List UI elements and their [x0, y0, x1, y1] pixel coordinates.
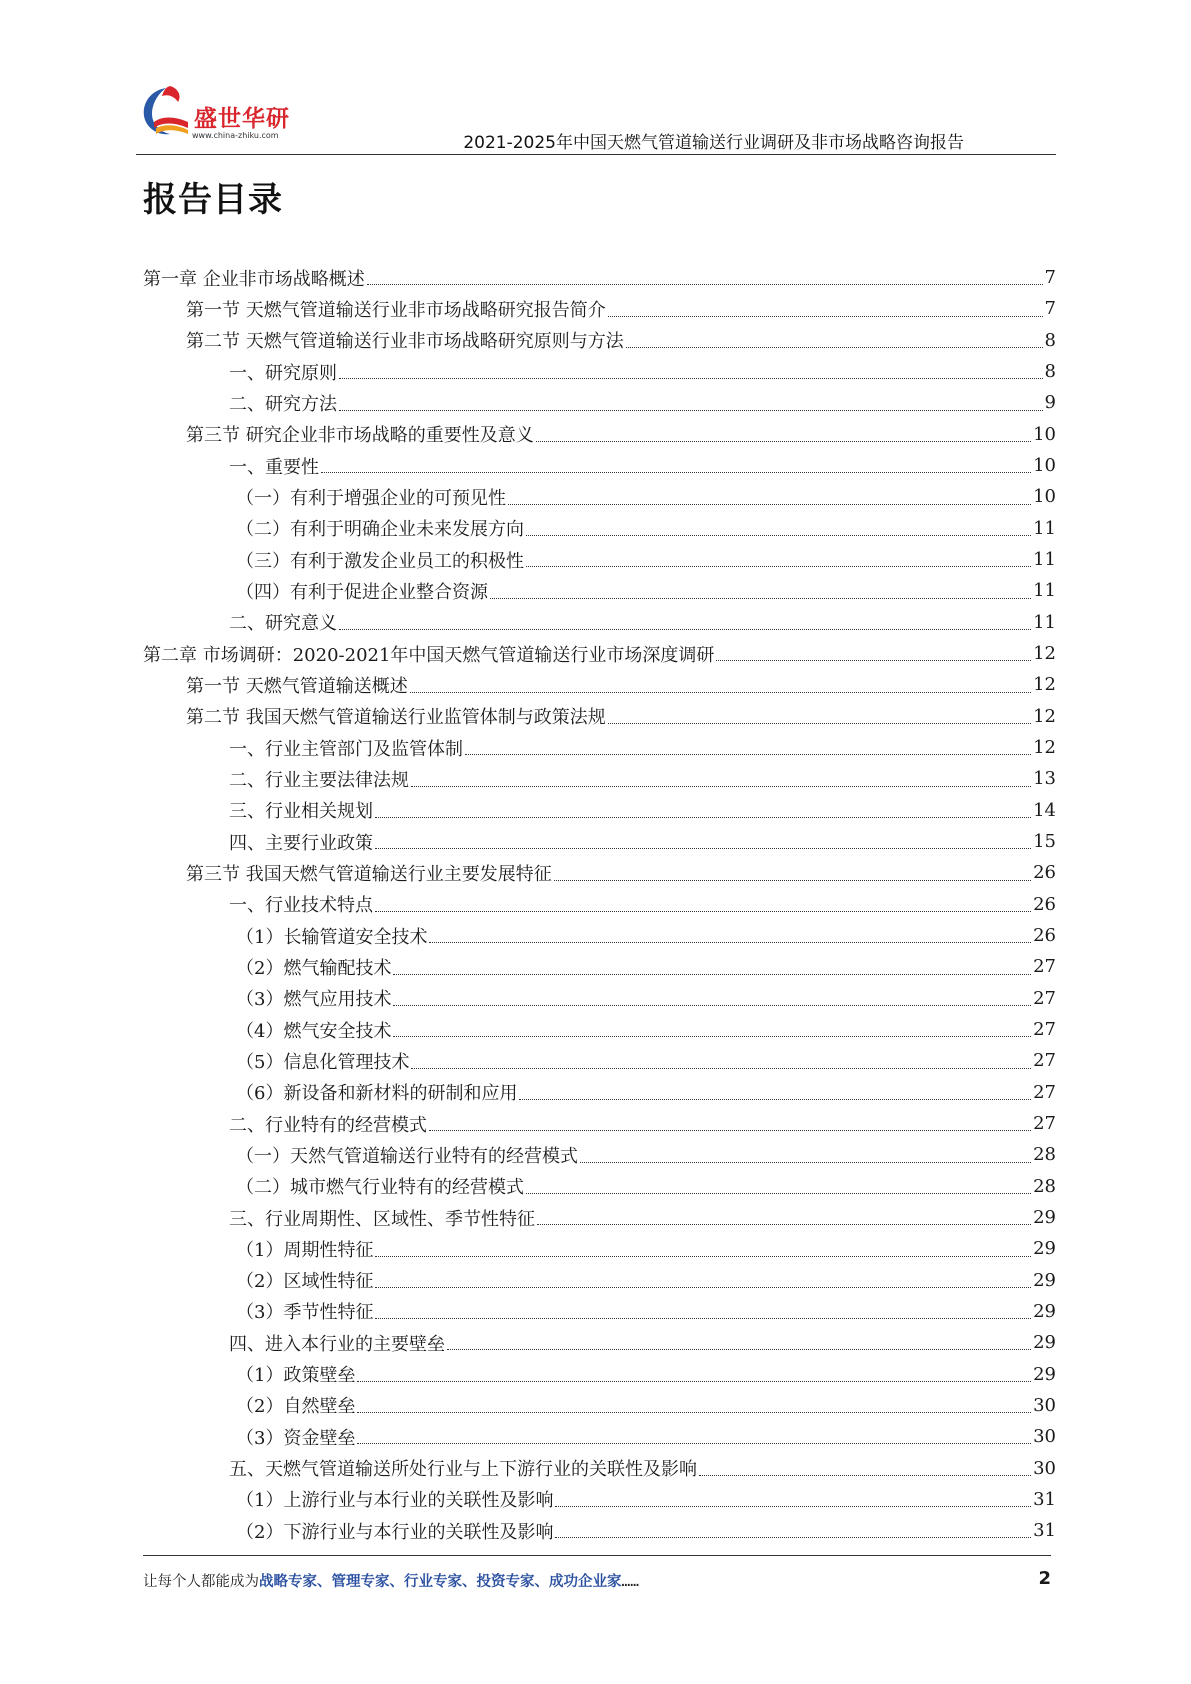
slogan-highlight: 战略专家、管理专家、行业专家、投资专家、成功企业家 [259, 1574, 622, 1590]
report-title: 2021-2025年中国天燃气管道输送行业调研及非市场战略咨询报告 [463, 133, 964, 153]
toc-entry-title: （6）新设备和新材料的研制和应用 [236, 1083, 518, 1105]
toc-dot-leader [339, 628, 1031, 630]
toc-entry[interactable] [143, 763, 1056, 794]
toc-dot-leader [580, 1161, 1031, 1163]
toc-entry-title: （3）资金壁垒 [236, 1427, 356, 1449]
toc-dot-leader [526, 1192, 1031, 1194]
toc-dot-leader [339, 377, 1043, 379]
toc-dot-leader [357, 1380, 1031, 1382]
slogan-suffix: …… [621, 1574, 639, 1590]
toc-dot-leader [526, 534, 1031, 536]
toc-entry-title: （5）信息化管理技术 [236, 1051, 410, 1073]
toc-entry-title: 二、行业主要法律法规 [229, 769, 409, 791]
toc-entry-page: 12 [1033, 737, 1056, 759]
toc-entry-page: 29 [1033, 1238, 1056, 1260]
toc-entry-page: 12 [1033, 674, 1056, 696]
toc-dot-leader [537, 1223, 1031, 1225]
toc-entry-title: 二、研究方法 [229, 393, 337, 415]
toc-entry-title: 第一节 天燃气管道输送行业非市场战略研究报告简介 [186, 299, 606, 321]
toc-entry-title: 一、研究原则 [229, 362, 337, 384]
toc-entry-title: 第二节 天燃气管道输送行业非市场战略研究原则与方法 [186, 331, 624, 353]
toc-entry[interactable] [143, 1390, 1056, 1421]
toc-entry-title: 一、重要性 [229, 456, 319, 478]
toc-dot-leader [554, 879, 1031, 881]
toc-dot-leader [393, 1035, 1031, 1037]
toc-entry-page: 27 [1033, 1081, 1056, 1103]
toc-entry-page: 12 [1033, 643, 1056, 665]
toc-entry-title: （1）周期性特征 [236, 1239, 374, 1261]
toc-dot-leader [447, 1348, 1031, 1350]
toc-entry[interactable] [143, 481, 1056, 512]
toc-dot-leader [519, 1098, 1031, 1100]
toc-entry-page: 11 [1033, 611, 1056, 633]
toc-entry-title: （1）长输管道安全技术 [236, 926, 428, 948]
toc-entry[interactable] [143, 293, 1056, 324]
toc-dot-leader [367, 283, 1043, 285]
toc-dot-leader [393, 1004, 1031, 1006]
toc-entry[interactable] [143, 544, 1056, 575]
toc-entry-page: 28 [1033, 1175, 1056, 1197]
toc-entry-title: 三、行业周期性、区域性、季节性特征 [229, 1208, 535, 1230]
toc-dot-leader [536, 440, 1031, 442]
toc-dot-leader [555, 1505, 1031, 1507]
toc-dot-leader [411, 1067, 1031, 1069]
toc-entry-page: 10 [1033, 486, 1056, 508]
toc-dot-leader [375, 1286, 1031, 1288]
toc-dot-leader [375, 910, 1031, 912]
toc-entry-title: （二）有利于明确企业未来发展方向 [236, 519, 524, 541]
toc-entry[interactable] [143, 732, 1056, 763]
toc-entry-title: 第一节 天燃气管道输送概述 [186, 675, 408, 697]
toc-entry-title: （2）燃气输配技术 [236, 957, 392, 979]
toc-entry-title: （二）城市燃气行业特有的经营模式 [236, 1177, 524, 1199]
toc-entry[interactable] [143, 669, 1056, 700]
page-title: 报告目录 [143, 180, 283, 220]
toc-entry[interactable] [143, 1296, 1056, 1327]
toc-entry-page: 7 [1044, 267, 1056, 289]
toc-entry-page: 30 [1033, 1426, 1056, 1448]
toc-entry[interactable] [143, 1452, 1056, 1483]
toc-entry-page: 31 [1033, 1520, 1056, 1542]
toc-entry-page: 29 [1033, 1207, 1056, 1228]
toc-entry-page: 31 [1033, 1488, 1056, 1510]
toc-entry[interactable] [143, 1171, 1056, 1202]
toc-entry-title: （2）自然壁垒 [236, 1396, 356, 1418]
toc-entry-page: 14 [1033, 799, 1056, 821]
toc-entry-title: （2）下游行业与本行业的关联性及影响 [236, 1521, 554, 1543]
toc-entry[interactable] [143, 951, 1056, 982]
toc-entry-page: 12 [1033, 705, 1056, 727]
toc-dot-leader [357, 1442, 1031, 1444]
toc-entry[interactable] [143, 701, 1056, 732]
toc-entry[interactable] [143, 387, 1056, 418]
toc-entry-page: 26 [1033, 862, 1056, 884]
table-of-contents [143, 262, 1056, 1546]
toc-entry-title: 第一章 企业非市场战略概述 [143, 268, 365, 290]
toc-entry-title: 二、行业特有的经营模式 [229, 1114, 427, 1136]
footer-divider [143, 1555, 1051, 1556]
toc-entry-page: 13 [1033, 768, 1056, 790]
toc-entry-page: 15 [1033, 831, 1056, 853]
toc-entry-title: 第三节 我国天燃气管道输送行业主要发展特征 [186, 863, 552, 885]
toc-dot-leader [411, 785, 1031, 787]
toc-dot-leader [716, 659, 1031, 661]
toc-entry-page: 8 [1044, 329, 1056, 351]
toc-entry[interactable] [143, 450, 1056, 481]
toc-entry[interactable] [143, 575, 1056, 606]
page-header [136, 82, 1056, 156]
toc-dot-leader [357, 1411, 1031, 1413]
toc-entry-title: （1）政策壁垒 [236, 1365, 356, 1387]
toc-dot-leader [410, 691, 1031, 693]
toc-dot-leader [555, 1536, 1031, 1538]
toc-entry-page: 30 [1033, 1457, 1056, 1479]
toc-entry-page: 10 [1033, 455, 1056, 477]
toc-entry-page: 11 [1033, 517, 1056, 539]
toc-entry[interactable] [143, 1139, 1056, 1170]
toc-entry-title: 一、行业主管部门及监管体制 [229, 738, 463, 760]
toc-entry[interactable] [143, 607, 1056, 638]
toc-entry[interactable] [143, 826, 1056, 857]
page-number: 2 [1038, 1568, 1051, 1589]
toc-dot-leader [429, 1129, 1031, 1131]
toc-entry-page: 29 [1033, 1269, 1056, 1291]
toc-dot-leader [375, 847, 1031, 849]
company-logo [136, 82, 306, 148]
toc-entry[interactable] [143, 1358, 1056, 1389]
logo-name: 盛世华研 [194, 106, 290, 132]
toc-entry[interactable] [143, 889, 1056, 920]
toc-entry-page: 27 [1033, 1113, 1056, 1135]
toc-entry-page: 9 [1044, 392, 1056, 414]
toc-entry-title: （3）季节性特征 [236, 1302, 374, 1324]
toc-entry-page: 29 [1033, 1363, 1056, 1385]
toc-entry-title: 四、主要行业政策 [229, 832, 373, 854]
toc-dot-leader [375, 1255, 1031, 1257]
toc-dot-leader [321, 471, 1031, 473]
toc-dot-leader [375, 1317, 1031, 1319]
toc-entry-title: 一、行业技术特点 [229, 895, 373, 917]
toc-entry[interactable] [143, 1014, 1056, 1045]
toc-entry-page: 11 [1033, 580, 1056, 602]
toc-entry-title: 第二节 我国天燃气管道输送行业监管体制与政策法规 [186, 707, 606, 729]
toc-entry-title: 第三节 研究企业非市场战略的重要性及意义 [186, 425, 534, 447]
logo-emblem-icon [136, 82, 196, 142]
toc-entry-title: （1）上游行业与本行业的关联性及影响 [236, 1490, 554, 1512]
toc-dot-leader [490, 597, 1031, 599]
toc-entry-page: 27 [1033, 956, 1056, 978]
toc-entry[interactable] [143, 920, 1056, 951]
toc-entry[interactable] [143, 638, 1056, 669]
toc-entry-title: 四、进入本行业的主要壁垒 [229, 1333, 445, 1355]
toc-entry-page: 27 [1033, 1019, 1056, 1041]
toc-entry[interactable] [143, 857, 1056, 888]
toc-entry-page: 7 [1044, 298, 1056, 320]
toc-entry-title: （一）有利于增强企业的可预见性 [236, 487, 506, 509]
toc-entry[interactable] [143, 795, 1056, 826]
toc-entry-page: 26 [1033, 893, 1056, 915]
toc-dot-leader [608, 315, 1043, 317]
toc-entry[interactable] [143, 1233, 1056, 1264]
header-divider [136, 154, 1056, 155]
toc-entry[interactable] [143, 983, 1056, 1014]
toc-dot-leader [393, 973, 1031, 975]
toc-entry[interactable] [143, 1202, 1056, 1233]
toc-entry-title: 第二章 市场调研：2020-2021年中国天燃气管道输送行业市场深度调研 [143, 644, 715, 666]
toc-dot-leader [508, 503, 1031, 505]
toc-entry-title: 五、天燃气管道输送所处行业与上下游行业的关联性及影响 [229, 1459, 697, 1481]
toc-entry-title: （一）天然气管道输送行业特有的经营模式 [236, 1145, 578, 1167]
toc-entry[interactable] [143, 1421, 1056, 1452]
toc-entry[interactable] [143, 1515, 1056, 1546]
toc-entry[interactable] [143, 1045, 1056, 1076]
toc-entry-title: （四）有利于促进企业整合资源 [236, 581, 488, 603]
toc-entry-page: 29 [1033, 1300, 1056, 1322]
toc-entry[interactable] [143, 1327, 1056, 1358]
toc-entry-title: （2）区域性特征 [236, 1271, 374, 1293]
toc-dot-leader [526, 565, 1031, 567]
toc-entry[interactable] [143, 1484, 1056, 1515]
toc-dot-leader [375, 816, 1031, 818]
toc-entry-page: 10 [1033, 423, 1056, 445]
logo-url: www.china-zhiku.com [192, 131, 279, 140]
toc-entry-title: 二、研究意义 [229, 613, 337, 635]
toc-entry[interactable] [143, 513, 1056, 544]
toc-entry[interactable] [143, 1108, 1056, 1139]
toc-entry-page: 27 [1033, 987, 1056, 1009]
footer-slogan [143, 1570, 639, 1591]
toc-dot-leader [608, 722, 1031, 724]
toc-entry-page: 8 [1044, 361, 1056, 383]
toc-entry-title: （三）有利于激发企业员工的积极性 [236, 550, 524, 572]
toc-entry-page: 11 [1033, 549, 1056, 571]
toc-entry[interactable] [143, 325, 1056, 356]
toc-entry-page: 26 [1033, 925, 1056, 947]
toc-dot-leader [339, 409, 1043, 411]
toc-entry[interactable] [143, 1265, 1056, 1296]
toc-entry[interactable] [143, 1077, 1056, 1108]
toc-entry-page: 27 [1033, 1050, 1056, 1072]
toc-entry-page: 29 [1033, 1332, 1056, 1354]
toc-entry[interactable] [143, 262, 1056, 293]
toc-entry[interactable] [143, 356, 1056, 387]
toc-entry-page: 30 [1033, 1394, 1056, 1416]
toc-dot-leader [626, 346, 1043, 348]
toc-dot-leader [465, 753, 1031, 755]
toc-dot-leader [429, 941, 1031, 943]
toc-entry-title: （4）燃气安全技术 [236, 1020, 392, 1042]
toc-entry-title: （3）燃气应用技术 [236, 989, 392, 1011]
toc-entry-page: 28 [1033, 1144, 1056, 1166]
slogan-prefix: 让每个人都能成为 [143, 1574, 259, 1590]
toc-entry-title: 三、行业相关规划 [229, 801, 373, 823]
toc-entry[interactable] [143, 419, 1056, 450]
toc-dot-leader [699, 1474, 1031, 1476]
